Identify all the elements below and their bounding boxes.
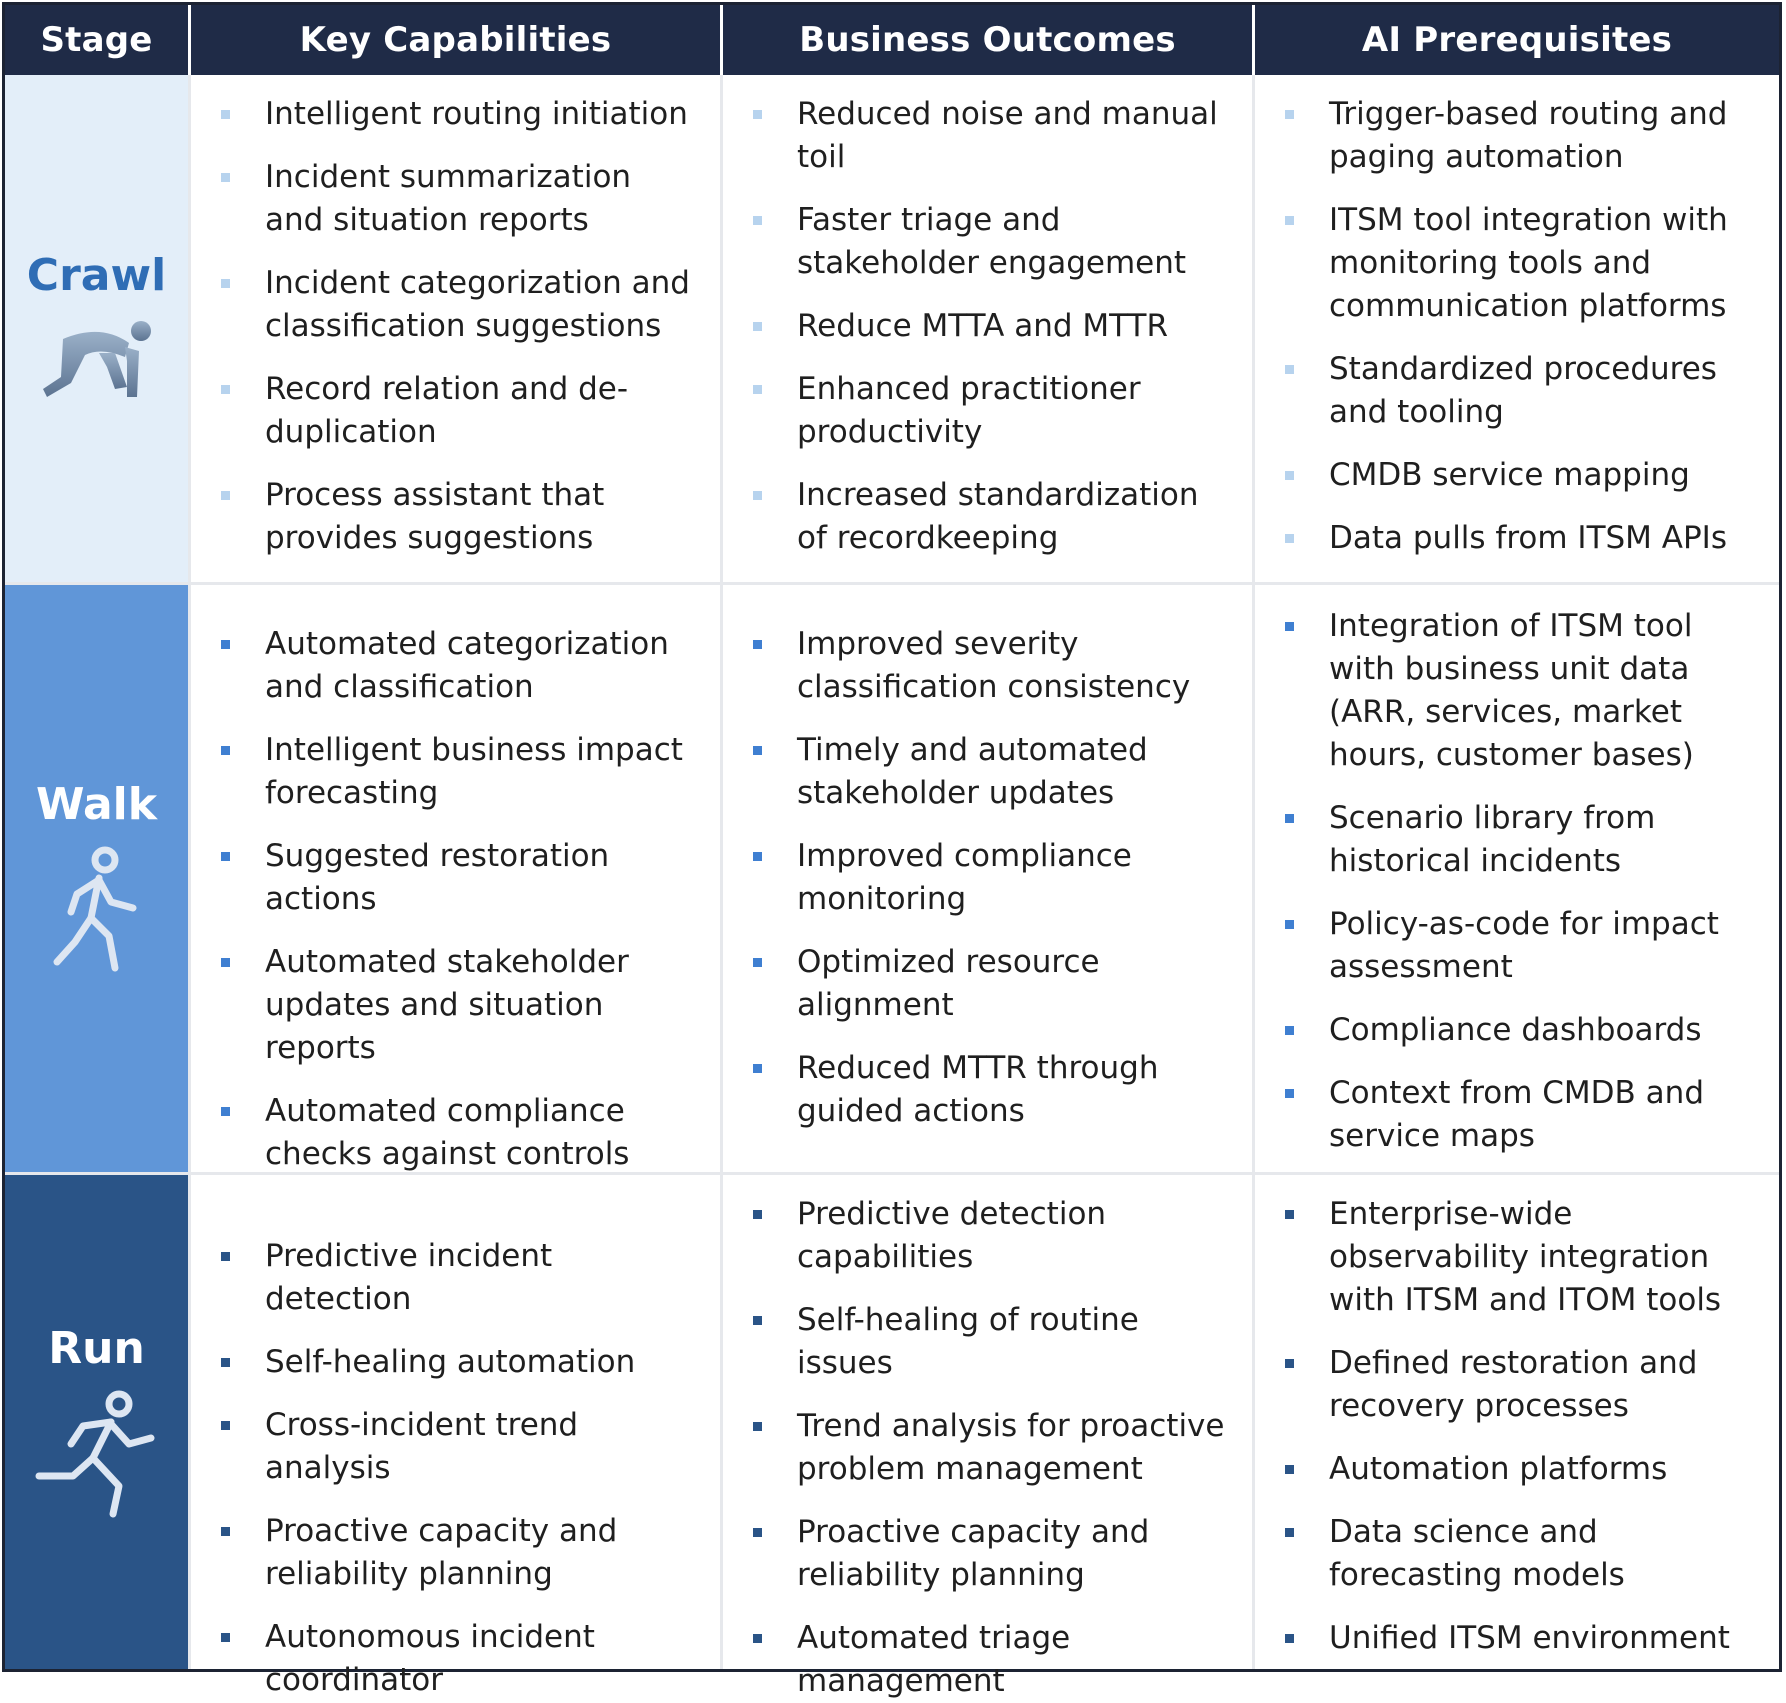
list-item: Standardized procedures and tooling	[1255, 348, 1767, 434]
list-item: Trigger-based routing and paging automation	[1255, 93, 1767, 179]
bullet-icon	[1285, 110, 1294, 119]
bullet-icon	[753, 110, 762, 119]
column-divider	[1252, 75, 1255, 1669]
list-item: Faster triage and stakeholder engagement	[723, 199, 1226, 285]
list-item: Policy-as-code for impact assessment	[1255, 903, 1767, 989]
list-item: Timely and automated stakeholder updates	[723, 729, 1226, 815]
bullet-icon	[753, 1528, 762, 1537]
walk-key-capabilities	[191, 585, 720, 1172]
bullet-icon	[753, 640, 762, 649]
list-item: Integration of ITSM tool with business unit data (ARR, services, market hours, customer bases)	[1255, 605, 1767, 777]
bullet-icon	[753, 1064, 762, 1073]
list-item: Automated compliance checks against controls	[191, 1090, 694, 1176]
stage-title: Run	[48, 1322, 145, 1374]
bullet-icon	[1285, 534, 1294, 543]
bullet-icon	[221, 1633, 230, 1642]
bullet-icon	[1285, 1359, 1294, 1368]
bullet-icon	[221, 173, 230, 182]
bullet-icon	[1285, 1026, 1294, 1035]
bullet-list	[723, 93, 1226, 560]
list-item: Enhanced practitioner productivity	[723, 368, 1226, 454]
stage-title: Walk	[36, 779, 157, 830]
bullet-icon	[753, 852, 762, 861]
list-item: Suggested restoration actions	[191, 835, 694, 921]
walk-ai-prerequisites	[1255, 585, 1779, 1172]
bullet-icon	[1285, 622, 1294, 631]
list-item: Incident categorization and classification suggestions	[191, 262, 694, 348]
bullet-icon	[753, 958, 762, 967]
list-item: Automated stakeholder updates and situation reports	[191, 941, 694, 1070]
bullet-icon	[753, 746, 762, 755]
list-item: Trend analysis for proactive problem management	[723, 1405, 1226, 1491]
bullet-icon	[753, 1422, 762, 1431]
bullet-icon	[221, 1421, 230, 1430]
bullet-list	[191, 623, 694, 1176]
bullet-icon	[753, 1316, 762, 1325]
crawl-key-capabilities	[191, 75, 720, 582]
column-divider	[720, 75, 723, 1669]
bullet-list	[1255, 605, 1767, 1158]
bullet-icon	[221, 1527, 230, 1536]
stage-title: Crawl	[26, 250, 167, 301]
list-item: Reduce MTTA and MTTR	[723, 305, 1226, 348]
list-item: Reduced MTTR through guided actions	[723, 1047, 1226, 1133]
bullet-icon	[1285, 1465, 1294, 1474]
bullet-list	[723, 1193, 1226, 1703]
bullet-icon	[221, 1252, 230, 1261]
list-item: Autonomous incident coordinator	[191, 1616, 694, 1702]
bullet-icon	[1285, 471, 1294, 480]
header-stage: Stage	[5, 5, 188, 75]
bullet-icon	[221, 958, 230, 967]
bullet-icon	[221, 385, 230, 394]
stage-walk	[5, 585, 188, 1172]
run-ai-prerequisites	[1255, 1175, 1779, 1669]
bullet-list	[723, 623, 1226, 1133]
bullet-list	[191, 93, 694, 560]
maturity-table	[2, 2, 1782, 1699]
list-item: Enterprise-wide observability integration with ITSM and ITOM tools	[1255, 1193, 1767, 1322]
bullet-icon	[753, 216, 762, 225]
list-item: Data pulls from ITSM APIs	[1255, 517, 1767, 560]
bullet-icon	[1285, 216, 1294, 225]
header-divider	[720, 5, 723, 75]
bullet-icon	[221, 1107, 230, 1116]
bullet-icon	[221, 110, 230, 119]
bullet-icon	[1285, 1089, 1294, 1098]
bullet-icon	[753, 491, 762, 500]
walking-person-icon	[47, 846, 147, 978]
list-item: Incident summarization and situation reports	[191, 156, 694, 242]
list-item: Process assistant that provides suggestions	[191, 474, 694, 560]
header-business-outcomes: Business Outcomes	[723, 5, 1252, 75]
list-item: Intelligent routing initiation	[191, 93, 694, 136]
bullet-icon	[1285, 365, 1294, 374]
crawling-person-icon	[41, 317, 153, 407]
bullet-list	[1255, 1193, 1767, 1660]
list-item: Context from CMDB and service maps	[1255, 1072, 1767, 1158]
list-item: Defined restoration and recovery processes	[1255, 1342, 1767, 1428]
walk-business-outcomes	[723, 585, 1252, 1172]
running-person-icon	[31, 1390, 163, 1522]
list-item: Cross-incident trend analysis	[191, 1404, 694, 1490]
bullet-list	[1255, 93, 1767, 560]
bullet-icon	[1285, 920, 1294, 929]
column-divider	[188, 75, 191, 1669]
list-item: Self-healing of routine issues	[723, 1299, 1226, 1385]
list-item: Self-healing automation	[191, 1341, 694, 1384]
bullet-icon	[221, 852, 230, 861]
header-divider	[1252, 5, 1255, 75]
list-item: Proactive capacity and reliability planning	[723, 1511, 1226, 1597]
bullet-icon	[221, 640, 230, 649]
list-item: Automated categorization and classification	[191, 623, 694, 709]
stage-crawl	[5, 75, 188, 582]
list-item: Increased standardization of recordkeeping	[723, 474, 1226, 560]
bullet-icon	[1285, 1634, 1294, 1643]
list-item: Predictive incident detection	[191, 1235, 694, 1321]
bullet-icon	[1285, 814, 1294, 823]
bullet-icon	[221, 279, 230, 288]
bullet-icon	[221, 491, 230, 500]
list-item: Improved compliance monitoring	[723, 835, 1226, 921]
list-item: Optimized resource alignment	[723, 941, 1226, 1027]
list-item: CMDB service mapping	[1255, 454, 1767, 497]
list-item: Data science and forecasting models	[1255, 1511, 1767, 1597]
header-ai-prerequisites: AI Prerequisites	[1255, 5, 1779, 75]
run-key-capabilities	[191, 1175, 720, 1698]
list-item: Automation platforms	[1255, 1448, 1767, 1491]
bullet-icon	[753, 322, 762, 331]
bullet-icon	[753, 1634, 762, 1643]
list-item: Reduced noise and manual toil	[723, 93, 1226, 179]
bullet-icon	[753, 385, 762, 394]
list-item: Compliance dashboards	[1255, 1009, 1767, 1052]
list-item: Intelligent business impact forecasting	[191, 729, 694, 815]
crawl-ai-prerequisites	[1255, 75, 1779, 582]
list-item: Record relation and de-duplication	[191, 368, 694, 454]
stage-run	[5, 1175, 188, 1669]
bullet-icon	[1285, 1210, 1294, 1219]
bullet-icon	[221, 1358, 230, 1367]
bullet-icon	[753, 1210, 762, 1219]
bullet-icon	[1285, 1528, 1294, 1537]
crawl-business-outcomes	[723, 75, 1252, 582]
run-business-outcomes	[723, 1175, 1252, 1699]
bullet-list	[191, 1235, 694, 1702]
list-item: Unified ITSM environment	[1255, 1617, 1767, 1660]
header-divider	[188, 5, 191, 75]
list-item: Proactive capacity and reliability planning	[191, 1510, 694, 1596]
bullet-icon	[221, 746, 230, 755]
header-key-capabilities: Key Capabilities	[191, 5, 720, 75]
list-item: Automated triage management	[723, 1617, 1226, 1703]
list-item: Scenario library from historical incidents	[1255, 797, 1767, 883]
list-item: Improved severity classification consistency	[723, 623, 1226, 709]
list-item: Predictive detection capabilities	[723, 1193, 1226, 1279]
list-item: ITSM tool integration with monitoring tools and communication platforms	[1255, 199, 1767, 328]
